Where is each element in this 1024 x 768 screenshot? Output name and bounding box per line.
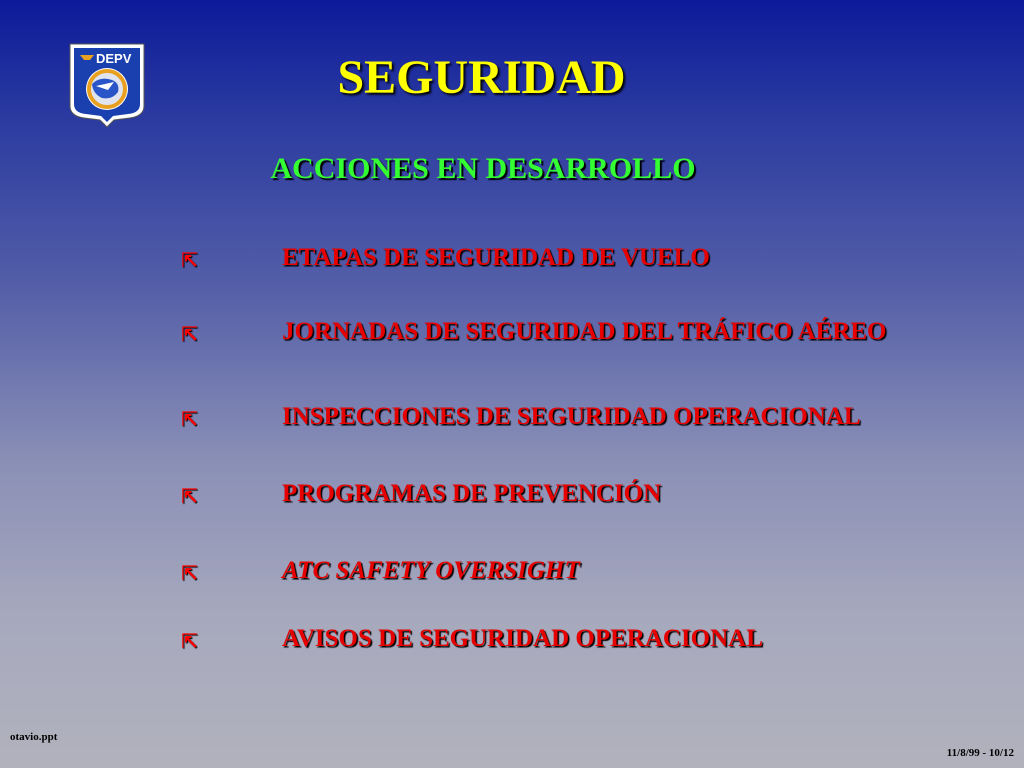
arrow-bullet-icon: ⇱ bbox=[181, 248, 198, 272]
list-item-label: ETAPAS DE SEGURIDAD DE VUELO bbox=[282, 244, 710, 271]
list-item-label: ATC SAFETY OVERSIGHT bbox=[282, 557, 580, 584]
footer-filename: otavio.ppt bbox=[10, 731, 58, 743]
arrow-bullet-icon: ⇱ bbox=[181, 629, 198, 653]
list-item-label: AVISOS DE SEGURIDAD OPERACIONAL bbox=[282, 625, 763, 652]
arrow-bullet-icon: ⇱ bbox=[181, 407, 198, 431]
list-item bbox=[0, 557, 1024, 597]
list-item bbox=[0, 625, 1024, 665]
list-item-label: INSPECCIONES DE SEGURIDAD OPERACIONAL bbox=[282, 403, 861, 430]
arrow-bullet-icon: ⇱ bbox=[181, 561, 198, 585]
list-item bbox=[0, 480, 1024, 520]
slide-subtitle: ACCIONES EN DESARROLLO bbox=[270, 152, 696, 185]
slide-title: SEGURIDAD bbox=[337, 51, 626, 104]
list-item-label: JORNADAS DE SEGURIDAD DEL TRÁFICO AÉREO bbox=[282, 318, 887, 345]
list-item bbox=[0, 244, 1024, 284]
svg-text:DEPV: DEPV bbox=[96, 51, 132, 66]
list-item-label: PROGRAMAS DE PREVENCIÓN bbox=[282, 480, 662, 507]
list-item bbox=[0, 318, 1024, 358]
arrow-bullet-icon: ⇱ bbox=[181, 322, 198, 346]
list-item bbox=[0, 403, 1024, 443]
arrow-bullet-icon: ⇱ bbox=[181, 484, 198, 508]
footer-slide-info: 11/8/99 - 10/12 bbox=[946, 747, 1014, 759]
